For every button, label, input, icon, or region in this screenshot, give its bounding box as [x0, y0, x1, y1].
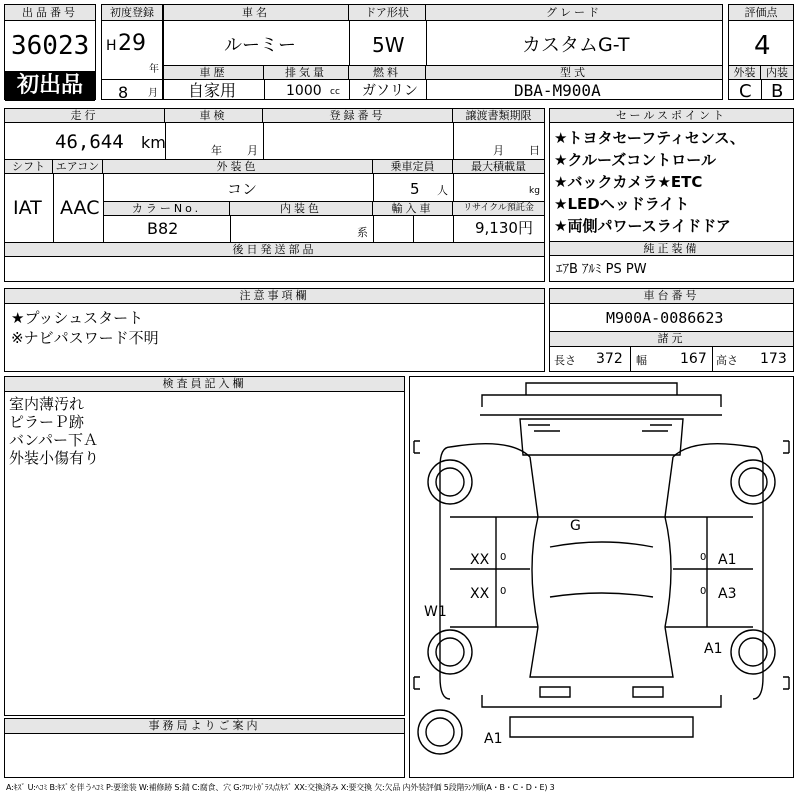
damage-mark-a1-right-front: A1 — [718, 552, 737, 568]
seats-label: 乗車定員 — [373, 160, 453, 174]
lot-box — [4, 4, 96, 100]
insp-month-unit: 月 — [247, 144, 258, 157]
damage-mark-w1: W1 — [424, 604, 447, 620]
int-grade: B — [771, 81, 784, 102]
mileage: 46,644 — [55, 131, 124, 153]
damage-mark-a1-right-rear: A1 — [704, 641, 723, 657]
damage-mark-a1-bottom: A1 — [484, 731, 503, 747]
length-label: 長さ — [554, 354, 576, 367]
displacement-label: 排気量 — [264, 66, 349, 80]
grade: カスタムG-T — [522, 34, 630, 56]
sales-label: セールスポイント — [550, 109, 793, 123]
mileage-label: 走行 — [5, 109, 165, 123]
damage-diagram — [409, 376, 794, 778]
mileage-unit: km — [141, 133, 166, 152]
width-label: 幅 — [636, 354, 647, 367]
lot-number: 36023 — [11, 31, 90, 61]
inspection-label: 車検 — [165, 109, 263, 123]
damage-mark-zero: 0 — [700, 552, 707, 563]
regno-label: 登録番号 — [263, 109, 453, 123]
inspector-line: 外装小傷有り — [9, 449, 100, 467]
reg-year: 29 — [118, 31, 146, 56]
damage-mark-a3: A3 — [718, 586, 737, 602]
car-outline-diagram — [410, 377, 793, 777]
body-color: コン — [227, 180, 258, 198]
color-label: 外装色 — [103, 160, 373, 174]
inspector-line: ピラーＰ跡 — [9, 413, 85, 431]
reg-label: 初度登録 — [102, 5, 162, 21]
damage-mark-xx-rear-left: XX — [470, 586, 490, 602]
sales-line: ★クルーズコントロール — [554, 151, 716, 169]
score-box — [728, 4, 794, 100]
sales-line: ★バックカメラ★ETC — [554, 173, 703, 191]
sales-line: ★トヨタセーフティセンス、 — [554, 129, 745, 147]
height-label: 高さ — [716, 354, 738, 367]
year-unit: 年 — [149, 64, 159, 75]
length: 372 — [596, 351, 623, 367]
load-unit: kg — [529, 186, 540, 196]
air-conditioner: AAC — [60, 197, 100, 219]
damage-mark-zero: 0 — [500, 552, 507, 563]
sales-box — [549, 108, 794, 282]
chassis-box — [549, 288, 794, 372]
recycle-fee: 9,130円 — [475, 219, 533, 237]
displacement: 1000 — [286, 83, 322, 99]
sales-line: ★両側パワースライドドア — [554, 217, 731, 235]
shift-label: シフト — [5, 160, 53, 174]
damage-mark-zero: 0 — [700, 586, 707, 597]
cc-unit: cc — [330, 87, 340, 97]
door-type: 5W — [372, 33, 405, 57]
era: H — [106, 38, 117, 54]
score-label: 評価点 — [729, 5, 793, 21]
notes-label: 注意事項欄 — [5, 289, 544, 304]
chassis-label: 車台番号 — [550, 289, 793, 304]
ext-grade-label: 外装 — [729, 66, 761, 80]
history: 自家用 — [188, 81, 237, 100]
ext-grade: C — [739, 81, 752, 102]
reg-month: 8 — [118, 83, 129, 102]
note-line: ★プッシュスタート — [11, 309, 144, 327]
insp-year-unit: 年 — [211, 144, 222, 157]
office-box — [4, 718, 405, 778]
chassis-number: M900A-0086623 — [606, 309, 724, 327]
car-name: ルーミー — [224, 35, 296, 56]
shift: IAT — [13, 197, 42, 219]
model-label: 型式 — [426, 66, 722, 80]
inspector-label: 検査員記入欄 — [5, 377, 404, 392]
int-grade-label: 内装 — [761, 66, 793, 80]
registration-box — [101, 4, 163, 100]
inspector-line: 室内薄汚れ — [9, 395, 85, 413]
legend: A:ｷｽﾞ U:ﾍｺﾐ B:ｷｽﾞを伴うﾍｺﾐ P:要塗装 W:補修跡 S:錆 C:腐食、穴 G:ﾌﾛﾝﾄｶﾞﾗｽ点ｷｽﾞ XX:交換済み X:要交換 欠:欠品 内外装評価 5段階ﾗﾝｸ順(A・B・C・D・E) 3 — [6, 783, 555, 792]
notes-box — [4, 288, 545, 372]
model-code: DBA-M900A — [514, 81, 601, 100]
intcolor-unit: 系 — [357, 226, 368, 239]
history-label: 車歴 — [164, 66, 264, 80]
load-label: 最大積載量 — [453, 160, 544, 174]
ac-label: エアコン — [53, 160, 103, 174]
month-unit: 月 — [148, 88, 158, 99]
colorno-label: カラーNo. — [104, 202, 230, 216]
fuel-label: 燃料 — [349, 66, 426, 80]
import-label: 輸入車 — [373, 202, 453, 216]
recycle-label: リサイクル預託金 — [453, 202, 544, 216]
later-parts-label: 後日発送部品 — [5, 243, 544, 257]
damage-mark-xx-front-left: XX — [470, 552, 490, 568]
intcolor-label: 内装色 — [230, 202, 373, 216]
seats-unit: 人 — [437, 184, 448, 197]
grade-label: グレード — [426, 5, 722, 21]
note-line: ※ナビパスワード不明 — [11, 329, 159, 347]
main-info-box — [163, 4, 723, 100]
damage-mark-g: G — [570, 518, 581, 534]
first-listing-badge: 初出品 — [5, 71, 95, 101]
name-label: 車名 — [164, 5, 349, 21]
transfer-month-unit: 月 — [493, 144, 504, 157]
color-number: B82 — [147, 219, 179, 238]
inspector-line: バンパー下Ａ — [9, 431, 98, 449]
inspector-box — [4, 376, 405, 716]
equipment-label: 純正装備 — [550, 242, 793, 256]
transfer-day-unit: 日 — [529, 144, 540, 157]
score: 4 — [754, 31, 771, 61]
damage-mark-zero: 0 — [500, 586, 507, 597]
seats: 5 — [410, 180, 420, 198]
office-label: 事務局よりご案内 — [5, 719, 404, 734]
fuel: ガソリン — [362, 83, 418, 99]
dims-label: 諸元 — [550, 332, 793, 347]
door-label: ドア形状 — [349, 5, 426, 21]
transfer-label: 譲渡書類期限 — [453, 109, 544, 123]
equipment: ｴｱB ｱﾙﾐ PS PW — [556, 262, 647, 277]
spec-box — [4, 108, 545, 282]
width: 167 — [680, 351, 707, 367]
height: 173 — [760, 351, 787, 367]
sales-line: ★LEDヘッドライト — [554, 195, 690, 213]
lot-label: 出品番号 — [5, 5, 95, 21]
